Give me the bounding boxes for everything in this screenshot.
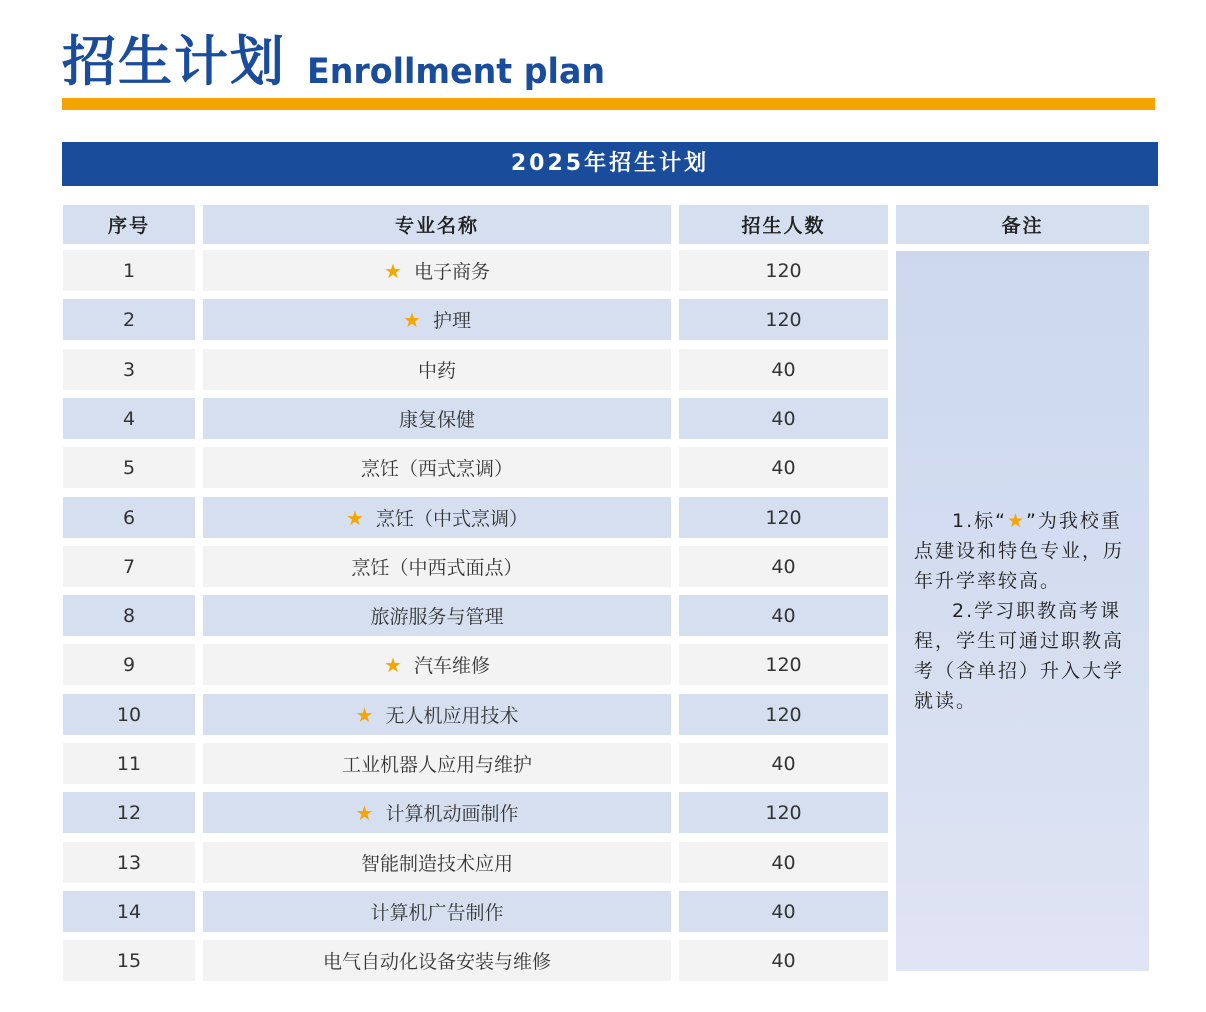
row-number: 8	[63, 595, 195, 636]
major-name-cell	[203, 792, 671, 833]
star-icon: ★	[403, 307, 421, 332]
major-name: 护理	[432, 310, 471, 332]
column-header-no: 序号	[63, 205, 195, 244]
major-name: 康复保健	[398, 409, 475, 431]
header-divider	[62, 98, 1155, 110]
major-name-cell	[203, 349, 671, 390]
enrollment-count: 40	[679, 546, 888, 587]
star-icon: ★	[346, 505, 364, 530]
major-name-cell	[203, 891, 671, 932]
page-title-english: Enrollment plan	[307, 52, 606, 92]
star-icon: ★	[355, 800, 374, 825]
row-number: 2	[63, 299, 195, 340]
major-name: 计算机动画制作	[385, 803, 519, 825]
major-name: 工业机器人应用与维护	[341, 754, 532, 776]
major-name-cell	[203, 842, 671, 883]
enrollment-count: 120	[679, 694, 888, 735]
major-name: 中药	[417, 360, 456, 382]
row-number: 1	[63, 250, 195, 291]
row-number: 14	[63, 891, 195, 932]
major-name-cell	[203, 447, 671, 488]
major-name: 智能制造技术应用	[360, 853, 513, 875]
note-1-start: 1.标“	[952, 510, 1007, 532]
row-number: 12	[63, 792, 195, 833]
star-icon: ★	[355, 702, 374, 727]
note-1-end: ”为我校重点建设和特色专业，历年升学率较高。	[914, 510, 1125, 592]
major-name-cell	[203, 546, 671, 587]
major-name-cell	[203, 497, 671, 538]
column-header-notes: 备注	[896, 205, 1149, 244]
major-name: 计算机广告制作	[370, 902, 504, 924]
notes-cell	[896, 251, 1149, 971]
major-name: 烹饪（中式烹调）	[375, 508, 528, 530]
enrollment-count: 120	[679, 792, 888, 833]
row-number: 4	[63, 398, 195, 439]
major-name: 电气自动化设备安装与维修	[322, 951, 551, 973]
star-icon: ★	[384, 652, 402, 677]
enrollment-count: 40	[679, 891, 888, 932]
row-number: 7	[63, 546, 195, 587]
row-number: 13	[63, 842, 195, 883]
enrollment-count: 40	[679, 842, 888, 883]
star-icon: ★	[384, 258, 402, 283]
row-number: 6	[63, 497, 195, 538]
major-name-cell	[203, 250, 671, 291]
major-name-cell	[203, 644, 671, 685]
enrollment-count: 40	[679, 398, 888, 439]
major-name: 电子商务	[413, 261, 490, 283]
enrollment-count: 120	[679, 250, 888, 291]
note-1	[914, 506, 1127, 596]
enrollment-count: 120	[679, 497, 888, 538]
star-icon: ★	[1006, 510, 1027, 532]
enrollment-count: 120	[679, 299, 888, 340]
enrollment-count: 40	[679, 595, 888, 636]
major-name: 烹饪（中西式面点）	[351, 557, 523, 579]
column-header-major: 专业名称	[203, 205, 671, 244]
enrollment-count: 40	[679, 349, 888, 390]
major-name: 烹饪（西式烹调）	[360, 458, 513, 480]
row-number: 5	[63, 447, 195, 488]
note-2: 2.学习职教高考课程，学生可通过职教高考（含单招）升入大学就读。	[914, 600, 1125, 712]
row-number: 15	[63, 940, 195, 981]
page-title: 招生计划	[62, 30, 286, 93]
major-name-cell	[203, 595, 671, 636]
column-header-count: 招生人数	[679, 205, 888, 244]
major-name-cell	[203, 299, 671, 340]
major-name-cell	[203, 940, 671, 981]
table-title: 2025年招生计划	[62, 142, 1158, 186]
enrollment-count: 120	[679, 644, 888, 685]
enrollment-count: 40	[679, 447, 888, 488]
row-number: 3	[63, 349, 195, 390]
row-number: 11	[63, 743, 195, 784]
major-name-cell	[203, 398, 671, 439]
major-name: 无人机应用技术	[385, 705, 519, 727]
major-name: 汽车维修	[413, 655, 490, 677]
enrollment-count: 40	[679, 743, 888, 784]
major-name: 旅游服务与管理	[370, 606, 504, 628]
notes-text	[914, 506, 1127, 716]
major-name-cell	[203, 743, 671, 784]
major-name-cell	[203, 694, 671, 735]
enrollment-count: 40	[679, 940, 888, 981]
row-number: 10	[63, 694, 195, 735]
row-number: 9	[63, 644, 195, 685]
